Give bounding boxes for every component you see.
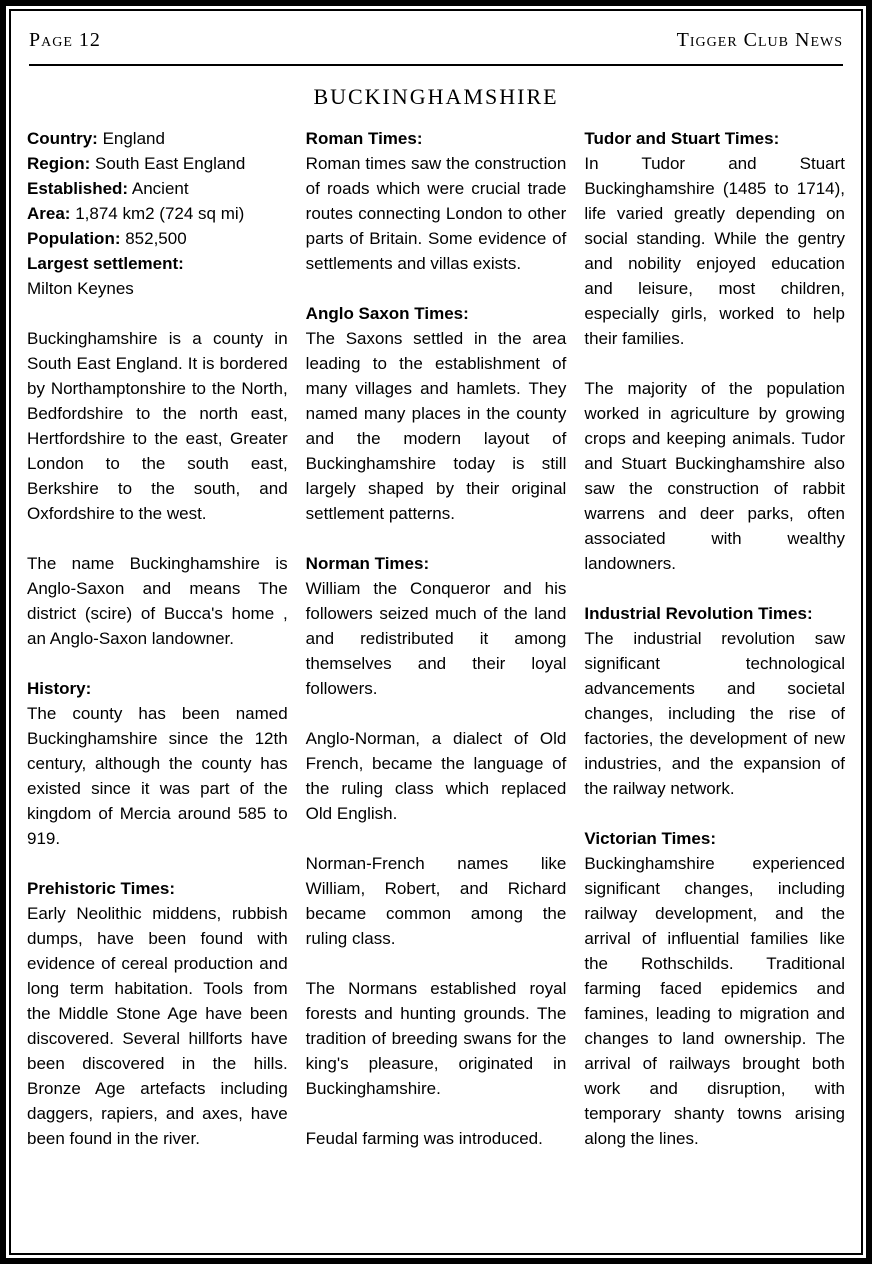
text-block: Buckinghamshire experienced significant changes, including railway development, and the arrival of influential families like the Rothschilds. Traditional farming faced epidemics and famines, leading to migration and changes to land ownership. The arrival of railways brought both work and disruption, with temporary shanty towns arising along the lines. — [584, 854, 846, 1148]
fact-label: Population: — [27, 229, 121, 248]
text-block: History: — [27, 679, 92, 698]
masthead: Tigger Club News — [676, 29, 843, 51]
text-block: Norman Times: — [305, 554, 430, 573]
fact-label: Established: — [27, 179, 129, 198]
page-number: Page 12 — [29, 29, 101, 51]
text-block: Industrial Revolution Times: — [584, 604, 813, 623]
fact-value: Milton Keynes — [27, 279, 134, 298]
column-1 — [27, 126, 288, 1245]
text-block: Prehistoric Times: — [27, 879, 176, 898]
fact-label: Largest settlement: — [27, 254, 184, 273]
text-block: Early Neolithic middens, rubbish dumps, have been found with evidence of cereal production and long term habitation. Tools from the Middle Stone Age have been discovered. Several hillforts have been discovered in the hills. Bronze Age artefacts including daggers, rapiers, and axes, have been found in the river. — [27, 904, 288, 1148]
text-block: Anglo Saxon Times: — [305, 304, 469, 323]
text-block: The majority of the population worked in agriculture by growing crops and keeping animals. Tudor and Stuart Buckinghamshire also saw the construction of rabbit warrens and deer parks, often associated with wealthy landowners. — [584, 379, 846, 573]
fact-row — [27, 176, 288, 201]
text-block: The Normans established royal forests and hunting grounds. The tradition of breeding swans for the king's pleasure, originated in Buckinghamshire. — [305, 979, 567, 1098]
infobox — [27, 126, 288, 301]
fact-value: Ancient — [131, 179, 189, 198]
fact-label: Area: — [27, 204, 71, 223]
text-block: Tudor and Stuart Times: — [584, 129, 780, 148]
fact-label: Country: — [27, 129, 98, 148]
page-header — [27, 23, 845, 64]
fact-row — [27, 201, 288, 226]
text-block: Roman times saw the construction of roads which were crucial trade routes connecting London to other parts of Britain. Some evidence of settlements and villas exists. — [305, 154, 567, 273]
text-block: Buckinghamshire is a county in South East England. It is bordered by Northamptonshire to the North, Bedfordshire to the north east, Hertfordshire to the east, Greater London to the south east, Berkshire to the south, and Oxfordshire to the west. — [27, 329, 288, 523]
text-block: Anglo-Norman, a dialect of Old French, became the language of the ruling class which replaced Old English. — [305, 729, 567, 823]
text-block: The county has been named Buckinghamshire since the 12th century, although the county has existed since it was part of the kingdom of Mercia around 585 to 919. — [27, 704, 288, 848]
text-block: The industrial revolution saw significant technological advancements and societal changes, including the rise of factories, the development of new industries, and the expansion of the railway network. — [584, 629, 846, 798]
text-block: William the Conqueror and his followers seized much of the land and redistributed it among themselves and their loyal followers. — [305, 579, 567, 698]
column-2 — [306, 126, 567, 1245]
column-1-blocks — [27, 326, 288, 1151]
fact-row — [27, 226, 288, 251]
page-title: BUCKINGHAMSHIRE — [313, 84, 559, 109]
text-block: The Saxons settled in the area leading to the establishment of many villages and hamlets. They named many places in the county and the modern layout of Buckinghamshire today is still largely shaped by their original settlement patterns. — [305, 329, 567, 523]
article-body — [27, 126, 845, 1245]
fact-value: 1,874 km2 (724 sq mi) — [75, 204, 245, 223]
page-inner-frame — [9, 9, 863, 1255]
text-block: Roman Times: — [305, 129, 423, 148]
fact-row — [27, 151, 288, 176]
text-block: In Tudor and Stuart Buckinghamshire (1485 to 1714), life varied greatly depending on social standing. While the gentry and nobility enjoyed education and leisure, most children, especially girls, worked to help their families. — [584, 154, 846, 348]
column-2-blocks — [306, 126, 567, 1151]
column-3 — [584, 126, 845, 1245]
fact-label: Region: — [27, 154, 91, 173]
text-block: Victorian Times: — [584, 829, 716, 848]
column-3-blocks — [584, 126, 845, 1151]
fact-value: South East England — [95, 154, 246, 173]
text-block: The name Buckinghamshire is Anglo-Saxon and means The district (scire) of Bucca's home , an Anglo-Saxon landowner. — [27, 554, 288, 648]
fact-row — [27, 126, 288, 151]
fact-value: 852,500 — [125, 229, 187, 248]
text-block: Feudal farming was introduced. — [305, 1129, 543, 1148]
text-block: Norman-French names like William, Robert, and Richard became common among the ruling class. — [305, 854, 567, 948]
fact-value: England — [102, 129, 165, 148]
fact-row — [27, 251, 288, 301]
